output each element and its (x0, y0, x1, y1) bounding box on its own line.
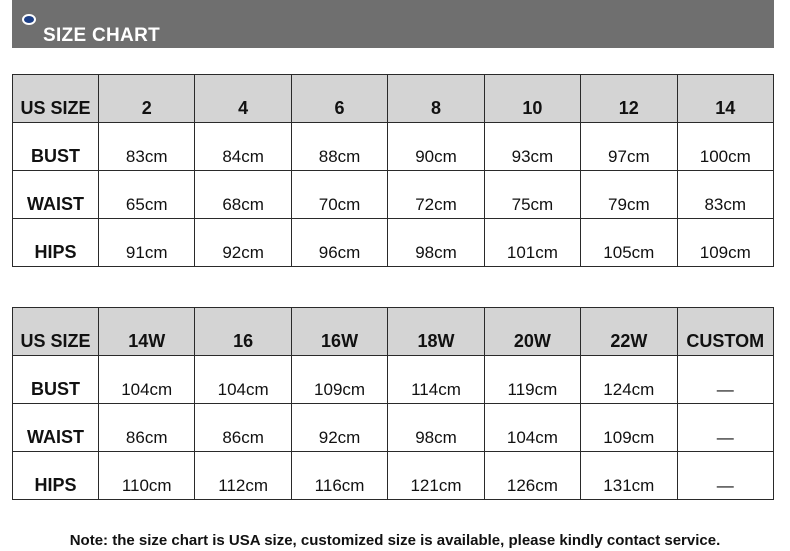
measure-cell: 109cm (677, 219, 773, 267)
measure-cell: 70cm (291, 171, 387, 219)
header-bar (12, 0, 774, 48)
size-cell: CUSTOM (677, 308, 773, 356)
size-table-1 (12, 74, 774, 267)
measure-cell: 90cm (388, 123, 484, 171)
size-cell: 12 (581, 75, 677, 123)
footer-note: Note: the size chart is USA size, customized size is available, please kindly contact service. (69, 532, 721, 549)
measure-cell: 112cm (195, 452, 291, 500)
measure-cell: 86cm (99, 404, 195, 452)
size-cell: 18W (388, 308, 484, 356)
size-cell: 6 (291, 75, 387, 123)
size-cell: 14 (677, 75, 773, 123)
size-cell: 16W (291, 308, 387, 356)
measure-cell: 119cm (484, 356, 580, 404)
table-row (13, 123, 774, 171)
table-row (13, 452, 774, 500)
size-cell: 8 (388, 75, 484, 123)
measure-cell: 109cm (291, 356, 387, 404)
row-label: WAIST (13, 404, 99, 452)
measure-cell: — (677, 404, 773, 452)
measure-cell: 116cm (291, 452, 387, 500)
size-cell: 16 (195, 308, 291, 356)
measure-cell: 121cm (388, 452, 484, 500)
measure-cell: 92cm (291, 404, 387, 452)
measure-cell: 91cm (99, 219, 195, 267)
size-cell: 4 (195, 75, 291, 123)
page-title: SIZE CHART (43, 25, 160, 46)
header-label: US SIZE (13, 308, 99, 356)
measure-cell: 126cm (484, 452, 580, 500)
measure-cell: 109cm (581, 404, 677, 452)
measure-cell: 96cm (291, 219, 387, 267)
table-row (13, 404, 774, 452)
measure-cell: 110cm (99, 452, 195, 500)
measure-cell: 124cm (581, 356, 677, 404)
size-cell: 10 (484, 75, 580, 123)
table-row (13, 219, 774, 267)
measure-cell: 114cm (388, 356, 484, 404)
table-header-row (13, 75, 774, 123)
table-row (13, 356, 774, 404)
row-label: WAIST (13, 171, 99, 219)
measure-cell: — (677, 452, 773, 500)
measure-cell: 86cm (195, 404, 291, 452)
measure-cell: 88cm (291, 123, 387, 171)
size-cell: 22W (581, 308, 677, 356)
measure-cell: 98cm (388, 219, 484, 267)
measure-cell: 92cm (195, 219, 291, 267)
row-label: HIPS (13, 219, 99, 267)
row-label: BUST (13, 356, 99, 404)
measure-cell: 83cm (677, 171, 773, 219)
measure-cell: 83cm (99, 123, 195, 171)
size-cell: 2 (99, 75, 195, 123)
row-label: BUST (13, 123, 99, 171)
measure-cell: — (677, 356, 773, 404)
bullet-icon (22, 14, 36, 25)
measure-cell: 104cm (99, 356, 195, 404)
measure-cell: 79cm (581, 171, 677, 219)
measure-cell: 101cm (484, 219, 580, 267)
measure-cell: 104cm (484, 404, 580, 452)
measure-cell: 98cm (388, 404, 484, 452)
measure-cell: 84cm (195, 123, 291, 171)
header-label: US SIZE (13, 75, 99, 123)
measure-cell: 105cm (581, 219, 677, 267)
size-table-2 (12, 307, 774, 500)
size-cell: 20W (484, 308, 580, 356)
size-cell: 14W (99, 308, 195, 356)
measure-cell: 104cm (195, 356, 291, 404)
measure-cell: 65cm (99, 171, 195, 219)
measure-cell: 100cm (677, 123, 773, 171)
measure-cell: 68cm (195, 171, 291, 219)
measure-cell: 75cm (484, 171, 580, 219)
table-row (13, 171, 774, 219)
measure-cell: 72cm (388, 171, 484, 219)
measure-cell: 131cm (581, 452, 677, 500)
row-label: HIPS (13, 452, 99, 500)
table-header-row (13, 308, 774, 356)
measure-cell: 93cm (484, 123, 580, 171)
measure-cell: 97cm (581, 123, 677, 171)
